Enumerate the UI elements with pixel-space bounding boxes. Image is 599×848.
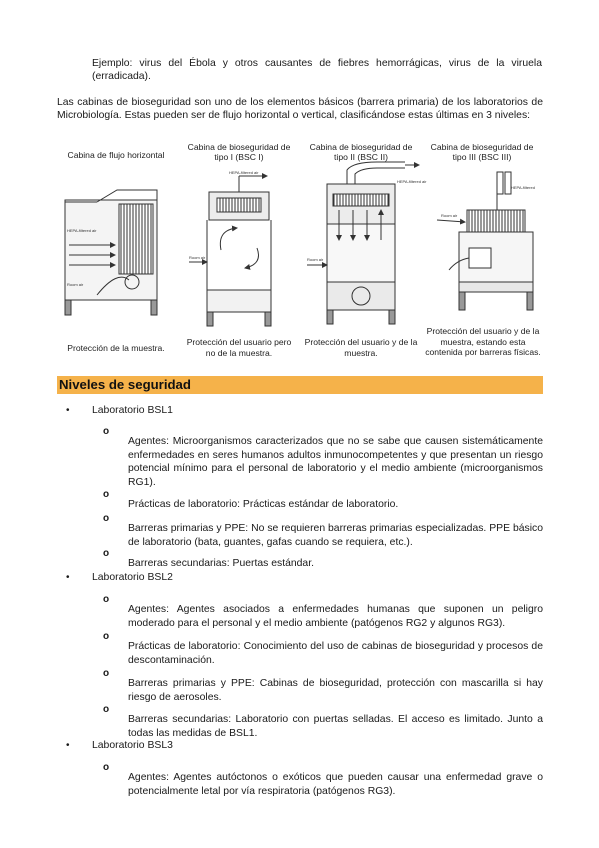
bullet-icon: • [66, 572, 70, 583]
label-room-air-3: Room air [307, 257, 324, 262]
section-header [57, 376, 543, 394]
bsl2-primary-barriers-item: Barreras primarias y PPE: Cabinas de bioseguridad, protección con mascarilla si hay riesgo de aerosoles. [128, 678, 543, 703]
label-hepa-filtered-air-1: HEPA-filtered air [67, 228, 97, 233]
sub-bullet-icon: o [103, 631, 110, 642]
label-hepa-filtered-air-2: HEPA-filtered air [229, 170, 259, 175]
label-hepa-filtered-air-3: HEPA-filtered air [397, 179, 427, 184]
sub-bullet-icon: o [103, 548, 110, 559]
intro-paragraph: Las cabinas de bioseguridad son uno de los elementos básicos (barrera primaria) de los laboratorios de Microbiología. Estas pueden ser de flujo horizontal o vertical, clasificándose estas últimas en 3 niveles: [57, 97, 543, 122]
figure-caption-bsc2: Protección del usuario y de la muestra. [304, 337, 418, 358]
biosafety-cabinets-figure [57, 140, 545, 362]
sub-bullet-icon: o [103, 426, 110, 437]
bsl1-secondary-barriers-item: Barreras secundarias: Puertas estándar. [128, 558, 314, 570]
label-hepa-filtered-4: HEPA-filtered [511, 185, 535, 190]
figure-caption-horizontal: Protección de la muestra. [67, 343, 165, 353]
example-paragraph: Ejemplo: virus del Ébola y otros causantes de fiebres hemorrágicas, virus de la viruela (erradicada). [92, 58, 542, 83]
bullet-icon: • [66, 405, 70, 416]
figure-title-bsc2: Cabina de bioseguridad de tipo II (BSC II) [309, 142, 413, 162]
bsl2-agents-item: Agentes: Agentes asociados a enfermedades humanas que suponen un peligro moderado para el personal y el medio ambiente (patógenos RG2 y algunos RG3). [128, 604, 543, 629]
bullet-icon: • [66, 740, 70, 751]
section-title: Niveles de seguridad [59, 377, 191, 392]
level-bsl1-title: Laboratorio BSL1 [92, 405, 173, 416]
sub-bullet-icon: o [103, 762, 110, 773]
bsl1-primary-barriers-item: Barreras primarias y PPE: No se requieren barreras primarias especializadas. PPE básico de laboratorio (bata, guantes, gafas cuando se requiera, etc.). [128, 523, 543, 548]
bsc1-diagram [189, 176, 271, 326]
bsl3-agents-item: Agentes: Agentes autóctonos o exóticos que pueden causar una enfermedad grave o potencialmente letal por vía respiratoria (patógenos RG3). [128, 772, 543, 797]
bsc2-diagram [307, 162, 419, 324]
bsl2-secondary-barriers-item: Barreras secundarias: Laboratorio con puertas selladas. El acceso es limitado. Junto a todas las medidas de BSL1. [128, 714, 543, 739]
label-room-air-1: Room air [67, 282, 84, 287]
bsc3-diagram [437, 172, 533, 310]
level-bsl3-title: Laboratorio BSL3 [92, 740, 173, 751]
figure-title-horizontal: Cabina de flujo horizontal [67, 150, 165, 160]
label-room-air-2: Room air [189, 255, 206, 260]
sub-bullet-icon: o [103, 704, 110, 715]
sub-bullet-icon: o [103, 489, 110, 500]
label-room-air-4: Room air [441, 213, 458, 218]
sub-bullet-icon: o [103, 594, 110, 605]
bsl1-practices-item: Prácticas de laboratorio: Prácticas estándar de laboratorio. [128, 499, 399, 511]
bsl2-practices-item: Prácticas de laboratorio: Conocimiento del uso de cabinas de bioseguridad y procesos de descontaminación. [128, 641, 543, 666]
figure-caption-bsc3: Protección del usuario y de la muestra, estando esta contenida por barreras físicas. [425, 326, 541, 357]
bsl1-agents-item: Agentes: Microorganismos caracterizados que no se sabe que causen sistemáticamente enfermedades en seres humanos adultos inmunocompetentes y que presentan un riesgo potencial mínimo para el personal de laboratorio y el medio ambiente (microorganismos RG1). [128, 436, 543, 488]
level-bsl2-title: Laboratorio BSL2 [92, 572, 173, 583]
sub-bullet-icon: o [103, 513, 110, 524]
figure-title-bsc3: Cabina de bioseguridad de tipo III (BSC III) [430, 142, 534, 162]
sub-bullet-icon: o [103, 668, 110, 679]
figure-title-bsc1: Cabina de bioseguridad de tipo I (BSC I) [187, 142, 291, 162]
horizontal-flow-cabinet-diagram [65, 190, 157, 315]
figure-caption-bsc1: Protección del usuario pero no de la muestra. [186, 337, 292, 358]
